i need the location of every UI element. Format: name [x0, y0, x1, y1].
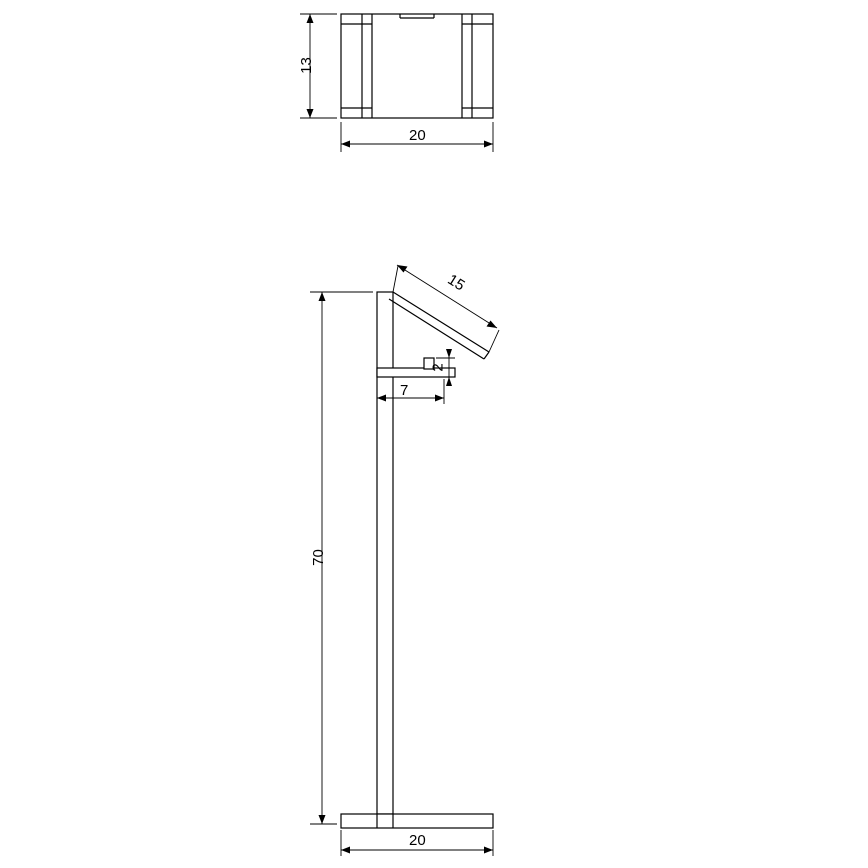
base-width-label: 20	[409, 832, 426, 849]
bracket-height-label: 2	[429, 363, 447, 372]
bracket-offset-label: 7	[400, 382, 409, 399]
top-view-width-label: 20	[409, 127, 426, 144]
top-view-geometry	[341, 14, 493, 118]
top-view-height-label: 13	[297, 57, 315, 74]
overall-height-label: 70	[309, 549, 327, 566]
arm-length-dimension	[393, 265, 499, 352]
front-view-geometry	[341, 292, 493, 828]
arm-length-label: 15	[444, 271, 468, 295]
